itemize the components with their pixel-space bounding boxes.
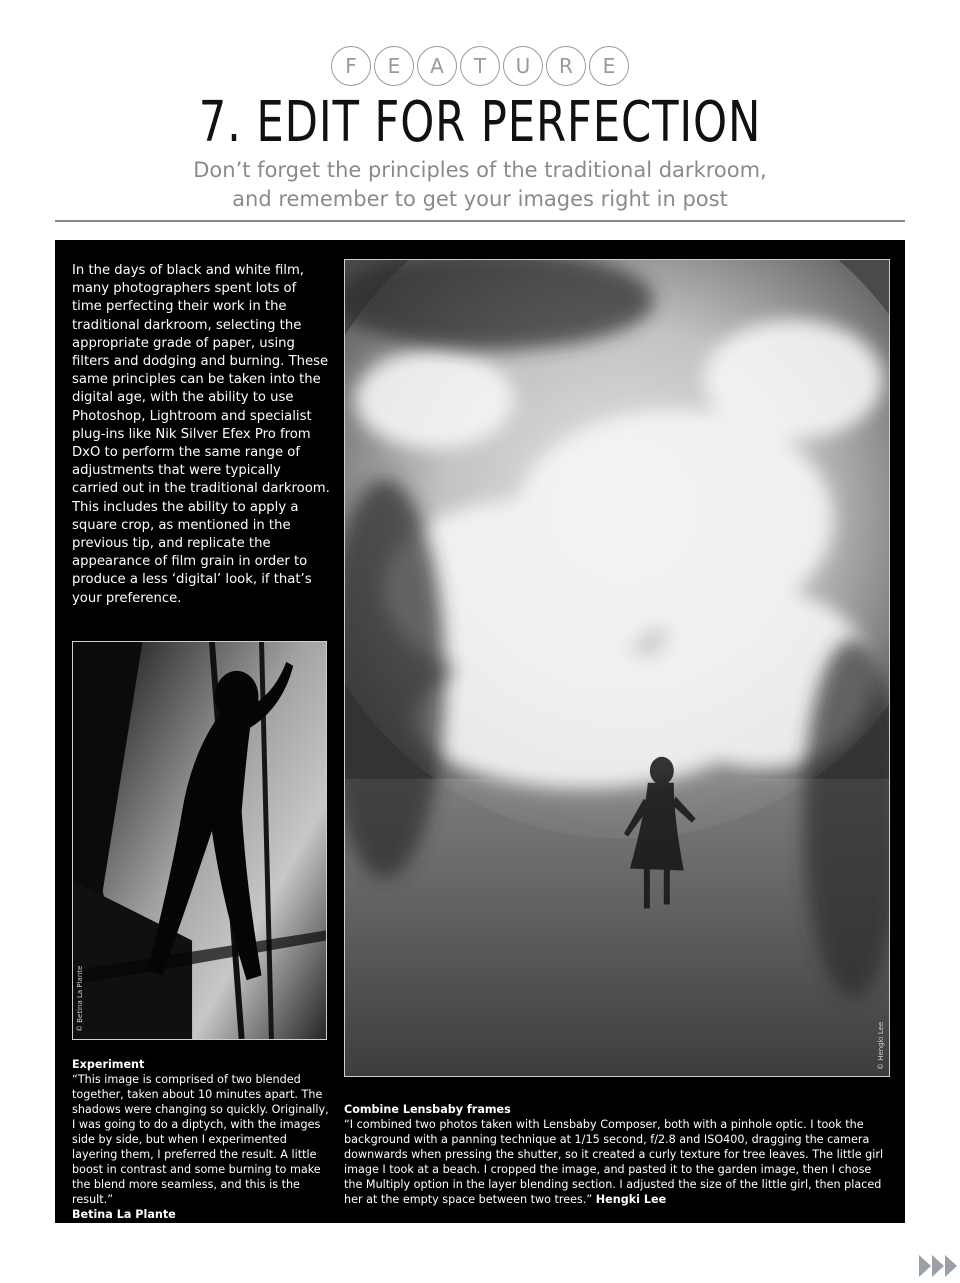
standfirst-line-2: and remember to get your images right in post <box>232 187 728 211</box>
title-divider <box>55 220 905 222</box>
caption-author: Betina La Plante <box>72 1208 176 1221</box>
standfirst-line-1: Don’t forget the principles of the traditional darkroom, <box>193 158 767 182</box>
photo-shadow-figure <box>72 641 327 1040</box>
caption-author: Hengki Lee <box>595 1193 667 1206</box>
page-title: 7. EDIT FOR PERFECTION <box>198 90 762 155</box>
triple-chevron-right-icon <box>919 1253 960 1279</box>
photo-credit-main: © Hengki Lee <box>877 1021 885 1070</box>
section-label-letter: T <box>460 46 500 86</box>
photo-shadow-figure-image <box>73 642 326 1039</box>
caption-title: Combine Lensbaby frames <box>344 1103 511 1116</box>
photo-credit-left: © Betina La Plante <box>76 965 84 1032</box>
caption-combine-lensbaby-frames <box>344 1102 892 1207</box>
photo-girl-in-garden-image <box>345 260 889 1076</box>
photo-girl-in-garden <box>344 259 890 1077</box>
caption-text: “This image is comprised of two blended together, taken about 10 minutes apart. The shadows were changing so quickly. Originally, I was going to do a diptych, with the images side by side, but when I experimented layering them, I preferred the result. A little boost in contrast and some burning to make the blend more seamless, and this is the result.” <box>72 1073 329 1206</box>
section-label-letter: F <box>331 46 371 86</box>
section-label-letter: U <box>503 46 543 86</box>
section-label-feature <box>0 46 960 86</box>
section-label-letter: R <box>546 46 586 86</box>
next-page-button[interactable] <box>919 1253 960 1279</box>
section-label-letter: E <box>589 46 629 86</box>
standfirst <box>0 156 960 214</box>
caption-experiment <box>72 1057 334 1222</box>
caption-text: “I combined two photos taken with Lensbaby Composer, both with a pinhole optic. I took the background with a panning technique at 1/15 second, f/2.8 and ISO400, dragging the camera downwards when pressing the shutter, so it created a curly texture for tree leaves. The little girl image I took at a beach. I cropped the image, and pasted it to the garden image, then I chose the Multiply option in the layer blending section. I adjusted the size of the little girl, then placed her at the empty space between two trees.” <box>344 1118 884 1206</box>
body-text: In the days of black and white film, many photographers spent lots of time perfecting their work in the traditional darkroom, selecting the appropriate grade of paper, using filters and dodging and burning. These same principles can be taken into the digital age, with the ability to use Photoshop, Lightroom and specialist plug-ins like Nik Silver Efex Pro from DxO to perform the same range of adjustments that were typically carried out in the traditional darkroom. This includes the ability to apply a square crop, as mentioned in the previous tip, and replicate the appearance of film grain in order to produce a less ‘digital’ look, if that’s your preference. <box>72 263 330 606</box>
section-label-letter: E <box>374 46 414 86</box>
caption-title: Experiment <box>72 1058 145 1071</box>
section-label-letter: A <box>417 46 457 86</box>
